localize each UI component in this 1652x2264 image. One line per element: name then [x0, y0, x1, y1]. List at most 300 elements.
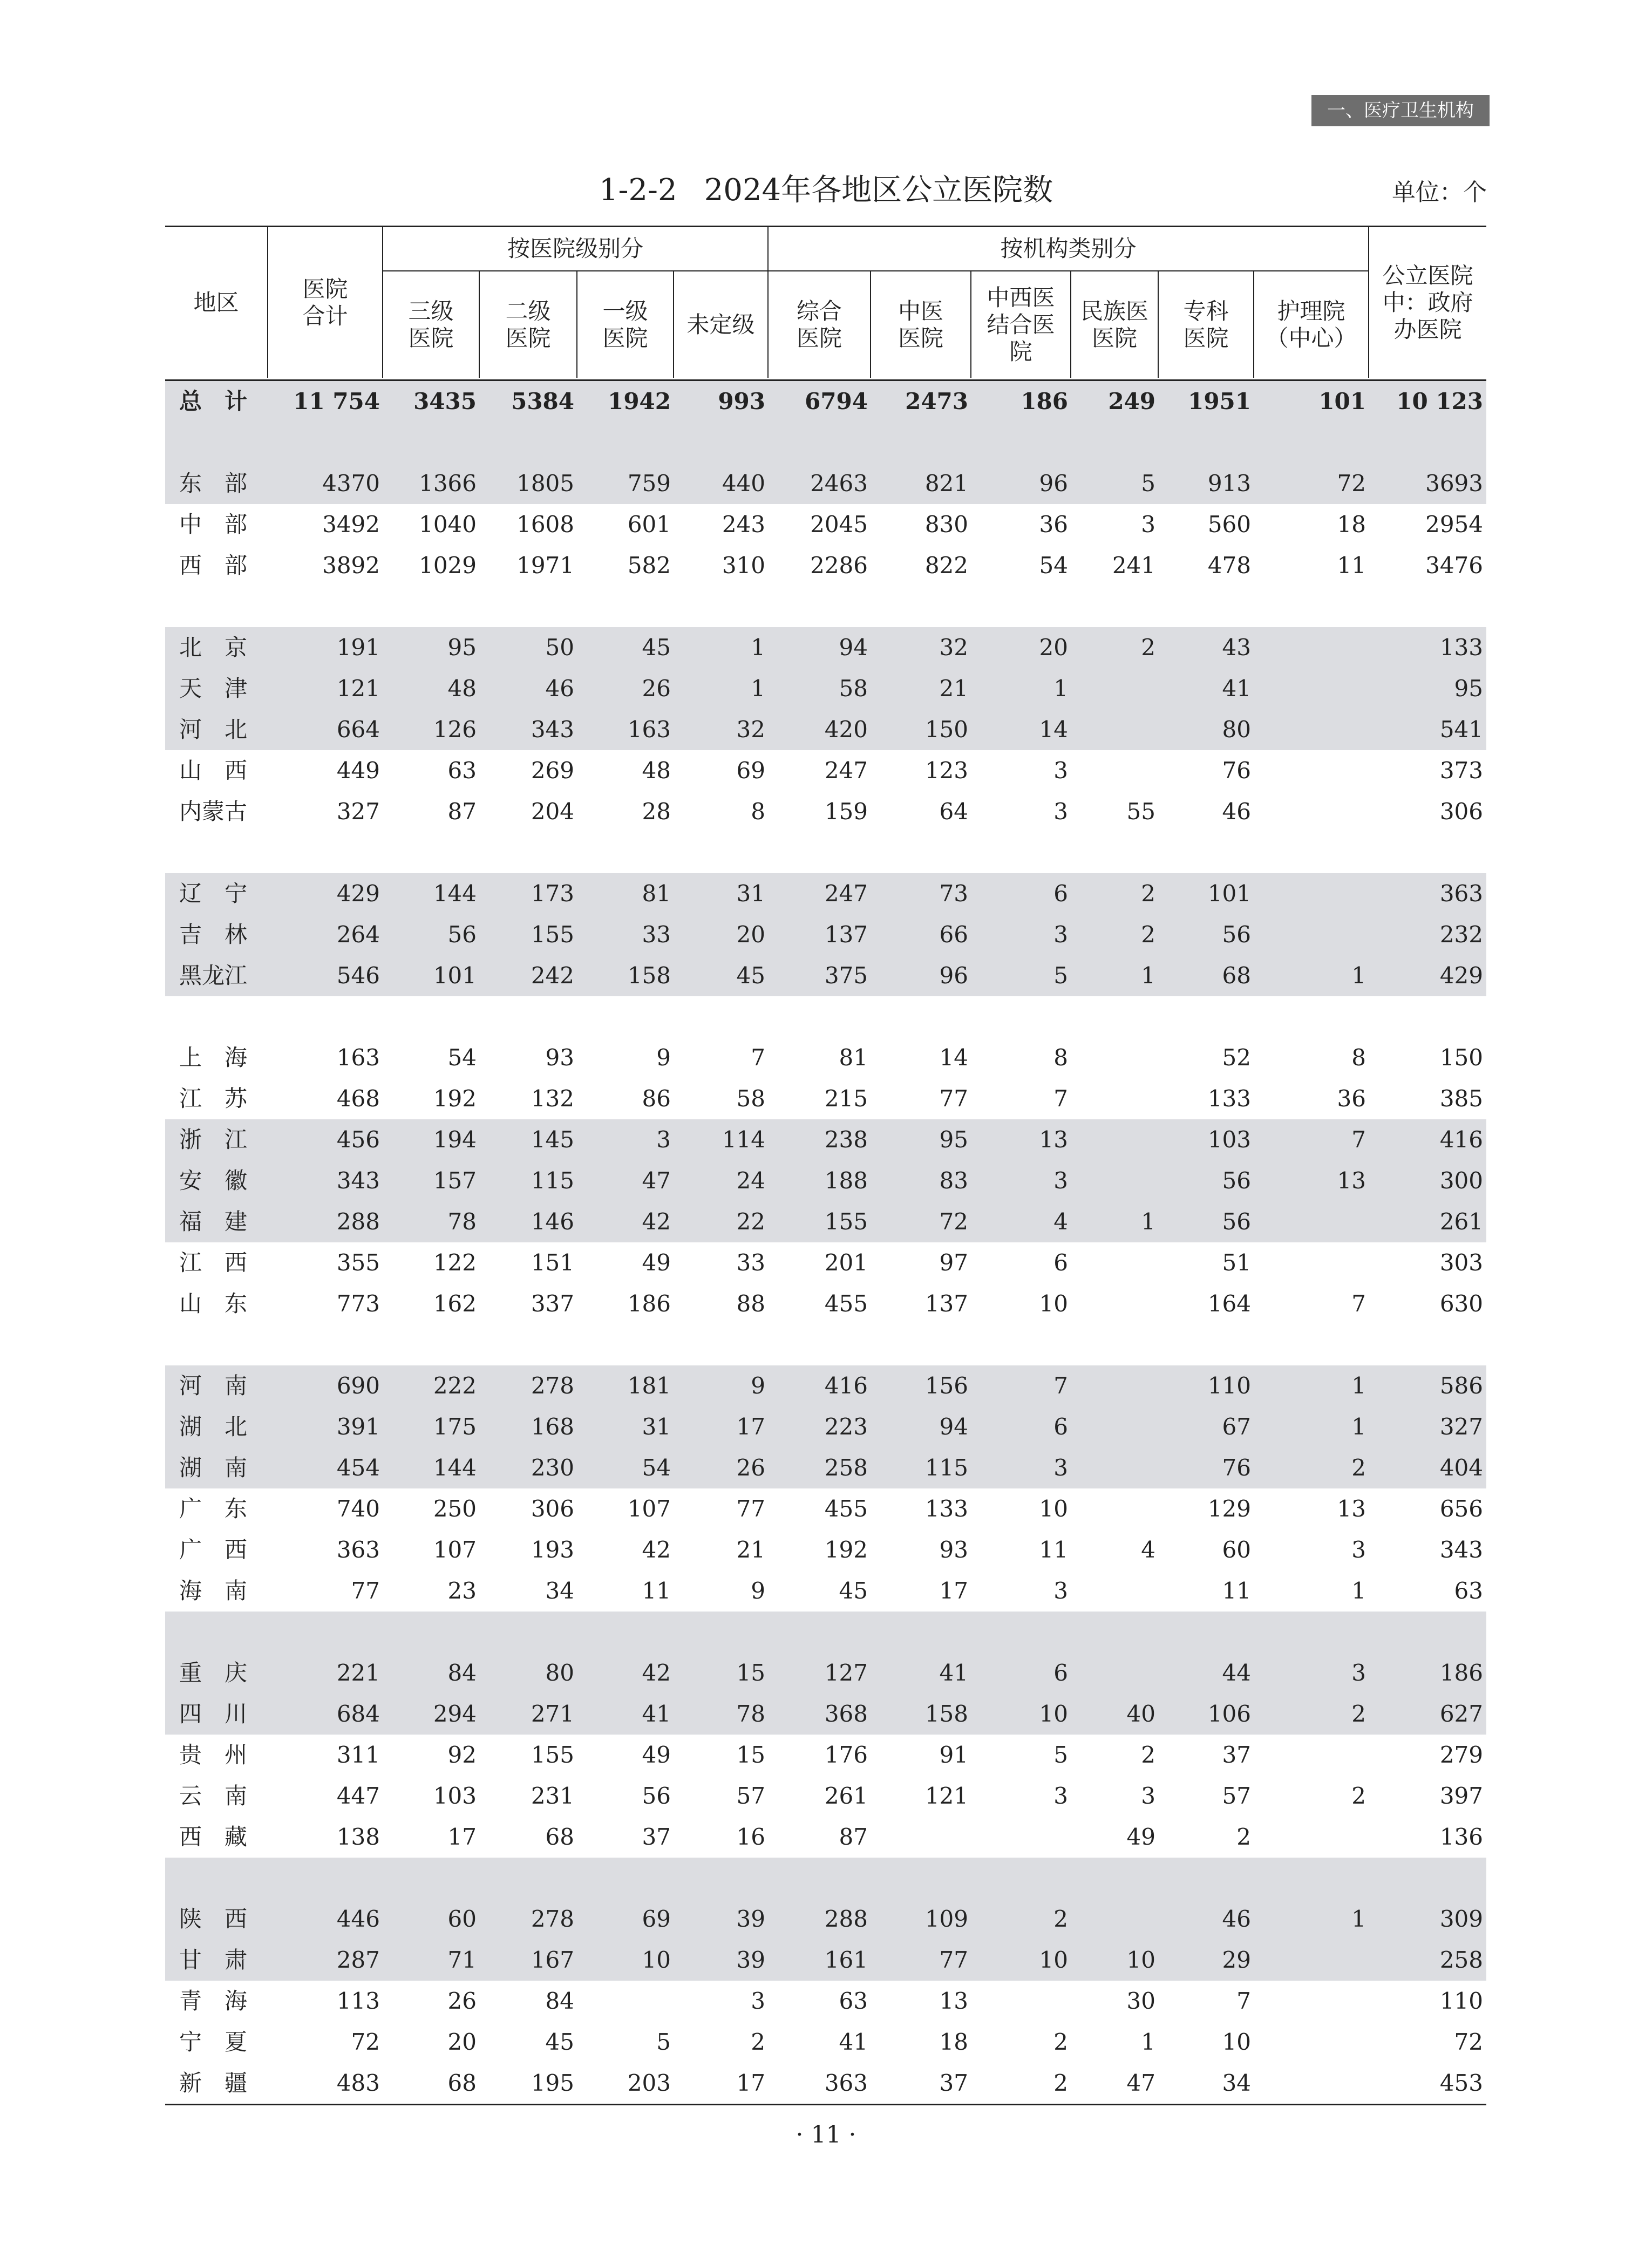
table-cell: [1254, 1981, 1369, 2022]
table-number: 1-2-2: [599, 173, 677, 208]
table-cell: 1: [751, 634, 765, 661]
table-cell: 84: [545, 1988, 574, 2014]
table-cell: [1254, 2063, 1369, 2104]
table-cell: 7: [1236, 1988, 1251, 2014]
table-cell: 158: [627, 962, 671, 989]
region-name: 河 北: [179, 716, 248, 743]
table-cell: 23: [447, 1578, 477, 1604]
table-cell: 115: [531, 1167, 574, 1194]
header-unrated: 未定级: [686, 311, 755, 338]
table-cell: 269: [531, 757, 574, 784]
table-cell: 13: [939, 1988, 968, 2014]
table-cell: 95: [1454, 675, 1483, 702]
table-cell: 3: [1053, 921, 1068, 948]
table-cell: 684: [336, 1701, 380, 1727]
table-cell: 455: [824, 1495, 868, 1522]
table-cell: 46: [1222, 798, 1251, 825]
table-row: [165, 1242, 1486, 1283]
table-cell: 158: [924, 1701, 968, 1727]
table-cell: 385: [1439, 1085, 1483, 1112]
table-cell: 2473: [905, 388, 968, 414]
table-cell: 37: [642, 1824, 671, 1850]
table-cell: 67: [1222, 1413, 1251, 1440]
region-name: 广 东: [179, 1495, 248, 1522]
table-cell: 56: [1222, 1208, 1251, 1235]
table-cell: 94: [939, 1413, 968, 1440]
table-cell: 2: [1141, 921, 1155, 948]
region-name: 四 川: [179, 1701, 248, 1727]
table-cell: 2: [1351, 1701, 1366, 1727]
table-cell: 42: [642, 1536, 671, 1563]
table-cell: 155: [824, 1208, 868, 1235]
table-cell: 156: [924, 1372, 968, 1399]
header-nursing: 护理院 （中心）: [1266, 297, 1357, 351]
table-cell: 261: [824, 1783, 868, 1809]
table-cell: 2286: [810, 552, 868, 579]
table-cell: [1071, 1365, 1159, 1406]
table-cell: 258: [1439, 1947, 1483, 1973]
table-cell: [1071, 709, 1159, 750]
table-cell: 133: [1439, 634, 1483, 661]
table-row: [165, 1447, 1486, 1488]
table-cell: 48: [447, 675, 477, 702]
table-cell: 18: [939, 2029, 968, 2055]
table-cell: 10: [1039, 1701, 1068, 1727]
table-cell: 63: [1454, 1578, 1483, 1604]
table-cell: [1071, 750, 1159, 791]
table-cell: 40: [1126, 1701, 1155, 1727]
table-cell: 13: [1039, 1126, 1068, 1153]
region-name: 新 疆: [179, 2070, 248, 2096]
region-name: 宁 夏: [179, 2029, 248, 2055]
region-name: 安 徽: [179, 1167, 248, 1194]
table-cell: 759: [627, 470, 671, 497]
table-cell: 249: [1108, 388, 1155, 414]
header-tier2: 二级 医院: [505, 297, 551, 351]
table-cell: 26: [736, 1454, 765, 1481]
table-cell: [971, 1817, 1071, 1858]
table-cell: 31: [642, 1413, 671, 1440]
table-cell: 175: [433, 1413, 477, 1440]
table-cell: 36: [1039, 511, 1068, 538]
row-spacer: [165, 1324, 1486, 1365]
table-cell: 26: [447, 1988, 477, 2014]
table-cell: 41: [1222, 675, 1251, 702]
table-cell: 49: [642, 1742, 671, 1768]
table-cell: 33: [736, 1249, 765, 1276]
region-name: 福 建: [179, 1208, 248, 1235]
table-row: [165, 1653, 1486, 1694]
header-gov: 公立医院 中：政府 办医院: [1382, 262, 1473, 343]
table-cell: 6: [1053, 880, 1068, 907]
table-cell: 17: [736, 2070, 765, 2096]
table-cell: 3: [1351, 1536, 1366, 1563]
region-name: 重 庆: [179, 1660, 248, 1686]
table-cell: 95: [939, 1126, 968, 1153]
table-cell: 144: [433, 1454, 477, 1481]
table-cell: 11: [1222, 1578, 1251, 1604]
table-cell: 121: [336, 675, 380, 702]
table-cell: 101: [433, 962, 477, 989]
table-cell: 186: [1021, 388, 1068, 414]
table-cell: 49: [642, 1249, 671, 1276]
table-cell: 21: [736, 1536, 765, 1563]
table-cell: 821: [924, 470, 968, 497]
table-cell: 375: [824, 962, 868, 989]
table-cell: [1071, 1447, 1159, 1488]
table-cell: 57: [736, 1783, 765, 1809]
table-cell: 303: [1439, 1249, 1483, 1276]
table-cell: 72: [939, 1208, 968, 1235]
table-cell: 11: [1337, 552, 1366, 579]
table-cell: 191: [336, 634, 380, 661]
table-cell: 47: [642, 1167, 671, 1194]
table-cell: 1942: [608, 388, 671, 414]
table-cell: 3693: [1425, 470, 1483, 497]
region-name: 青 海: [179, 1988, 248, 2014]
table-cell: 6: [1053, 1249, 1068, 1276]
table-cell: 163: [336, 1044, 380, 1071]
table-cell: 241: [1112, 552, 1155, 579]
table-cell: 203: [627, 2070, 671, 2096]
table-cell: 1: [1351, 1413, 1366, 1440]
table-cell: 32: [736, 716, 765, 743]
table-cell: 449: [336, 757, 380, 784]
table-cell: 223: [824, 1413, 868, 1440]
table-row: [165, 1981, 1486, 2022]
table-cell: 310: [722, 552, 765, 579]
table-cell: 18: [1337, 511, 1366, 538]
table-cell: 64: [939, 798, 968, 825]
region-name: 贵 州: [179, 1742, 248, 1768]
table-cell: 13: [1337, 1495, 1366, 1522]
table-cell: 1: [1141, 1208, 1155, 1235]
region-name: 总 计: [179, 388, 248, 414]
table-cell: 478: [1207, 552, 1251, 579]
table-cell: 391: [336, 1413, 380, 1440]
table-cell: 63: [447, 757, 477, 784]
table-cell: 122: [433, 1249, 477, 1276]
header-general: 综合 医院: [796, 297, 842, 351]
table-cell: 84: [447, 1660, 477, 1686]
table-cell: 7: [1053, 1085, 1068, 1112]
table-cell: 167: [531, 1947, 574, 1973]
table-cell: 56: [1222, 921, 1251, 948]
table-cell: 3: [1053, 1783, 1068, 1809]
table-cell: 1029: [419, 552, 477, 579]
table-cell: 2: [1053, 2029, 1068, 2055]
header-specialty: 专科 医院: [1183, 297, 1229, 351]
table-cell: [1071, 1160, 1159, 1201]
table-cell: 3: [1351, 1660, 1366, 1686]
table-cell: 3492: [322, 511, 380, 538]
table-cell: [1071, 1570, 1159, 1612]
table-cell: 455: [824, 1290, 868, 1317]
unit-note: 单位：个: [1392, 179, 1487, 206]
table-cell: 36: [1337, 1085, 1366, 1112]
table-cell: 161: [824, 1947, 868, 1973]
table-cell: 173: [531, 880, 574, 907]
region-name: 湖 北: [179, 1413, 248, 1440]
table-cell: 66: [939, 921, 968, 948]
table-cell: 1: [1141, 962, 1155, 989]
region-name: 天 津: [179, 675, 248, 702]
table-cell: 2954: [1425, 511, 1483, 538]
table-cell: 9: [751, 1372, 765, 1399]
table-cell: 5: [1053, 1742, 1068, 1768]
table-cell: 63: [839, 1988, 868, 2014]
table-cell: 155: [531, 921, 574, 948]
table-cell: 1: [1351, 962, 1366, 989]
row-spacer: [165, 1858, 1486, 1899]
table-cell: 7: [751, 1044, 765, 1071]
table-cell: 39: [736, 1906, 765, 1932]
table-cell: 1951: [1188, 388, 1251, 414]
table-cell: 71: [447, 1947, 477, 1973]
table-cell: 221: [336, 1660, 380, 1686]
table-cell: 355: [336, 1249, 380, 1276]
table-cell: 195: [531, 2070, 574, 2096]
table-cell: 447: [336, 1783, 380, 1809]
table-cell: 822: [924, 552, 968, 579]
table-cell: 113: [336, 1988, 380, 2014]
region-name: 云 南: [179, 1783, 248, 1809]
table-cell: 3476: [1425, 552, 1483, 579]
table-cell: 80: [545, 1660, 574, 1686]
region-name: 江 苏: [179, 1085, 248, 1112]
table-cell: 60: [1222, 1536, 1251, 1563]
table-cell: [1071, 1119, 1159, 1160]
table-cell: 1366: [419, 470, 477, 497]
table-cell: 4370: [322, 470, 380, 497]
table-cell: 45: [736, 962, 765, 989]
table-cell: 11 754: [293, 388, 380, 414]
table-cell: 337: [531, 1290, 574, 1317]
table-cell: 9: [656, 1044, 671, 1071]
table-cell: 3: [1141, 1783, 1155, 1809]
table-cell: 16: [736, 1824, 765, 1850]
table-cell: 96: [939, 962, 968, 989]
table-cell: 26: [642, 675, 671, 702]
table-cell: 76: [1222, 1454, 1251, 1481]
table-cell: 238: [824, 1126, 868, 1153]
table-cell: [577, 1981, 674, 2022]
table-cell: 176: [824, 1742, 868, 1768]
table-cell: 33: [642, 921, 671, 948]
table-cell: [1254, 2022, 1369, 2063]
table-cell: 181: [627, 1372, 671, 1399]
table-cell: 368: [824, 1701, 868, 1727]
table-cell: 109: [924, 1906, 968, 1932]
table-cell: 2: [1053, 1906, 1068, 1932]
table-cell: 121: [924, 1783, 968, 1809]
table-row: [165, 1078, 1486, 1119]
table-cell: 17: [736, 1413, 765, 1440]
table-cell: [1071, 668, 1159, 709]
table-cell: 48: [642, 757, 671, 784]
table-cell: 1040: [419, 511, 477, 538]
table-cell: 137: [924, 1290, 968, 1317]
table-cell: 127: [824, 1660, 868, 1686]
table-cell: 159: [824, 798, 868, 825]
table-row: [165, 545, 1486, 586]
table-cell: 627: [1439, 1701, 1483, 1727]
table-cell: 20: [736, 921, 765, 948]
table-cell: 22: [736, 1208, 765, 1235]
table-cell: 72: [1337, 470, 1366, 497]
region-name: 吉 林: [179, 921, 248, 948]
table-body: [165, 381, 1486, 2105]
table-cell: 186: [627, 1290, 671, 1317]
table-cell: 232: [1439, 921, 1483, 948]
table-cell: 2: [1236, 1824, 1251, 1850]
table-cell: 123: [924, 757, 968, 784]
table-cell: 1: [1351, 1578, 1366, 1604]
table-cell: 81: [839, 1044, 868, 1071]
table-cell: 4: [1141, 1536, 1155, 1563]
header-group-level: 按医院级别分: [507, 235, 643, 262]
row-spacer: [165, 1612, 1486, 1653]
table-cell: 87: [447, 798, 477, 825]
table-cell: 287: [336, 1947, 380, 1973]
table-cell: 101: [1207, 880, 1251, 907]
table-row: [165, 627, 1486, 668]
table-cell: [1254, 1242, 1369, 1283]
table-cell: 429: [1439, 962, 1483, 989]
table-cell: 10 123: [1396, 388, 1483, 414]
table-cell: 7: [1351, 1126, 1366, 1153]
table-cell: 10: [1039, 1495, 1068, 1522]
table-cell: [1071, 1037, 1159, 1078]
table-cell: 373: [1439, 757, 1483, 784]
table-cell: 87: [839, 1824, 868, 1850]
table-cell: 77: [939, 1085, 968, 1112]
table-cell: 44: [1222, 1660, 1251, 1686]
table-cell: 60: [447, 1906, 477, 1932]
table-cell: 541: [1439, 716, 1483, 743]
table-cell: 1: [1351, 1906, 1366, 1932]
table-cell: 8: [751, 798, 765, 825]
table-cell: [1254, 873, 1369, 914]
table-row: [165, 1735, 1486, 1776]
table-cell: 204: [531, 798, 574, 825]
region-name: 中 部: [179, 511, 248, 538]
table-cell: 54: [1039, 552, 1068, 579]
table-cell: 363: [336, 1536, 380, 1563]
table-cell: 58: [736, 1085, 765, 1112]
table-cell: 343: [1439, 1536, 1483, 1563]
table-cell: 11: [1039, 1536, 1068, 1563]
table-cell: 294: [433, 1701, 477, 1727]
table-cell: 52: [1222, 1044, 1251, 1071]
table-cell: 247: [824, 880, 868, 907]
table-cell: 110: [1439, 1988, 1483, 2014]
table-cell: 83: [939, 1167, 968, 1194]
table-cell: 49: [1126, 1824, 1155, 1850]
table-cell: 456: [336, 1126, 380, 1153]
table-cell: 188: [824, 1167, 868, 1194]
table-row: [165, 709, 1486, 750]
table-row: [165, 1119, 1486, 1160]
table-row: [165, 463, 1486, 504]
table-cell: 46: [545, 675, 574, 702]
table-cell: 129: [1207, 1495, 1251, 1522]
table-cell: 6: [1053, 1413, 1068, 1440]
table-cell: 7: [1351, 1290, 1366, 1317]
table-row: [165, 1940, 1486, 1981]
table-cell: 54: [447, 1044, 477, 1071]
table-cell: 830: [924, 511, 968, 538]
region-name: 北 京: [179, 634, 248, 661]
table-cell: 250: [433, 1495, 477, 1522]
table-cell: 78: [447, 1208, 477, 1235]
table-cell: 5: [1141, 470, 1155, 497]
table-cell: [1071, 1653, 1159, 1694]
table-cell: 1971: [516, 552, 574, 579]
table-cell: 29: [1222, 1947, 1251, 1973]
table-cell: [1254, 1201, 1369, 1242]
table-cell: 15: [736, 1742, 765, 1768]
table-cell: 20: [1039, 634, 1068, 661]
table-cell: 138: [336, 1824, 380, 1850]
row-spacer: [165, 422, 1486, 463]
table-cell: 69: [642, 1906, 671, 1932]
table-cell: 42: [642, 1208, 671, 1235]
table-cell: [1254, 791, 1369, 832]
table-cell: 77: [736, 1495, 765, 1522]
table-cell: 107: [433, 1536, 477, 1563]
table-cell: 288: [336, 1208, 380, 1235]
table-cell: 162: [433, 1290, 477, 1317]
table-cell: 110: [1207, 1372, 1251, 1399]
table-cell: 446: [336, 1906, 380, 1932]
table-row: [165, 1776, 1486, 1817]
table-cell: 95: [447, 634, 477, 661]
table-cell: 164: [1207, 1290, 1251, 1317]
table-cell: 6: [1053, 1660, 1068, 1686]
table-cell: 24: [736, 1167, 765, 1194]
table-cell: 343: [336, 1167, 380, 1194]
table-cell: 88: [736, 1290, 765, 1317]
table-cell: 41: [642, 1701, 671, 1727]
table-cell: 68: [545, 1824, 574, 1850]
table-cell: 145: [531, 1126, 574, 1153]
table-cell: 2: [1351, 1783, 1366, 1809]
row-spacer: [165, 586, 1486, 627]
table-cell: 311: [336, 1742, 380, 1768]
table-cell: 114: [722, 1126, 765, 1153]
table-cell: 5: [1053, 962, 1068, 989]
table-cell: 72: [1454, 2029, 1483, 2055]
section-tag: 一、医疗卫生机构: [1311, 95, 1490, 126]
region-name: 陕 西: [179, 1906, 248, 1932]
table-cell: 271: [531, 1701, 574, 1727]
table-cell: 288: [824, 1906, 868, 1932]
table-cell: 77: [939, 1947, 968, 1973]
table-cell: 404: [1439, 1454, 1483, 1481]
table-cell: 3: [1053, 1578, 1068, 1604]
table-cell: 101: [1318, 388, 1366, 414]
table-cell: 363: [824, 2070, 868, 2096]
table-row: [165, 668, 1486, 709]
table-cell: 468: [336, 1085, 380, 1112]
table-cell: 10: [1039, 1290, 1068, 1317]
table-cell: 3: [751, 1988, 765, 2014]
table-cell: [1071, 1242, 1159, 1283]
table-cell: 56: [447, 921, 477, 948]
table-cell: 15: [736, 1660, 765, 1686]
table-row: [165, 504, 1486, 545]
